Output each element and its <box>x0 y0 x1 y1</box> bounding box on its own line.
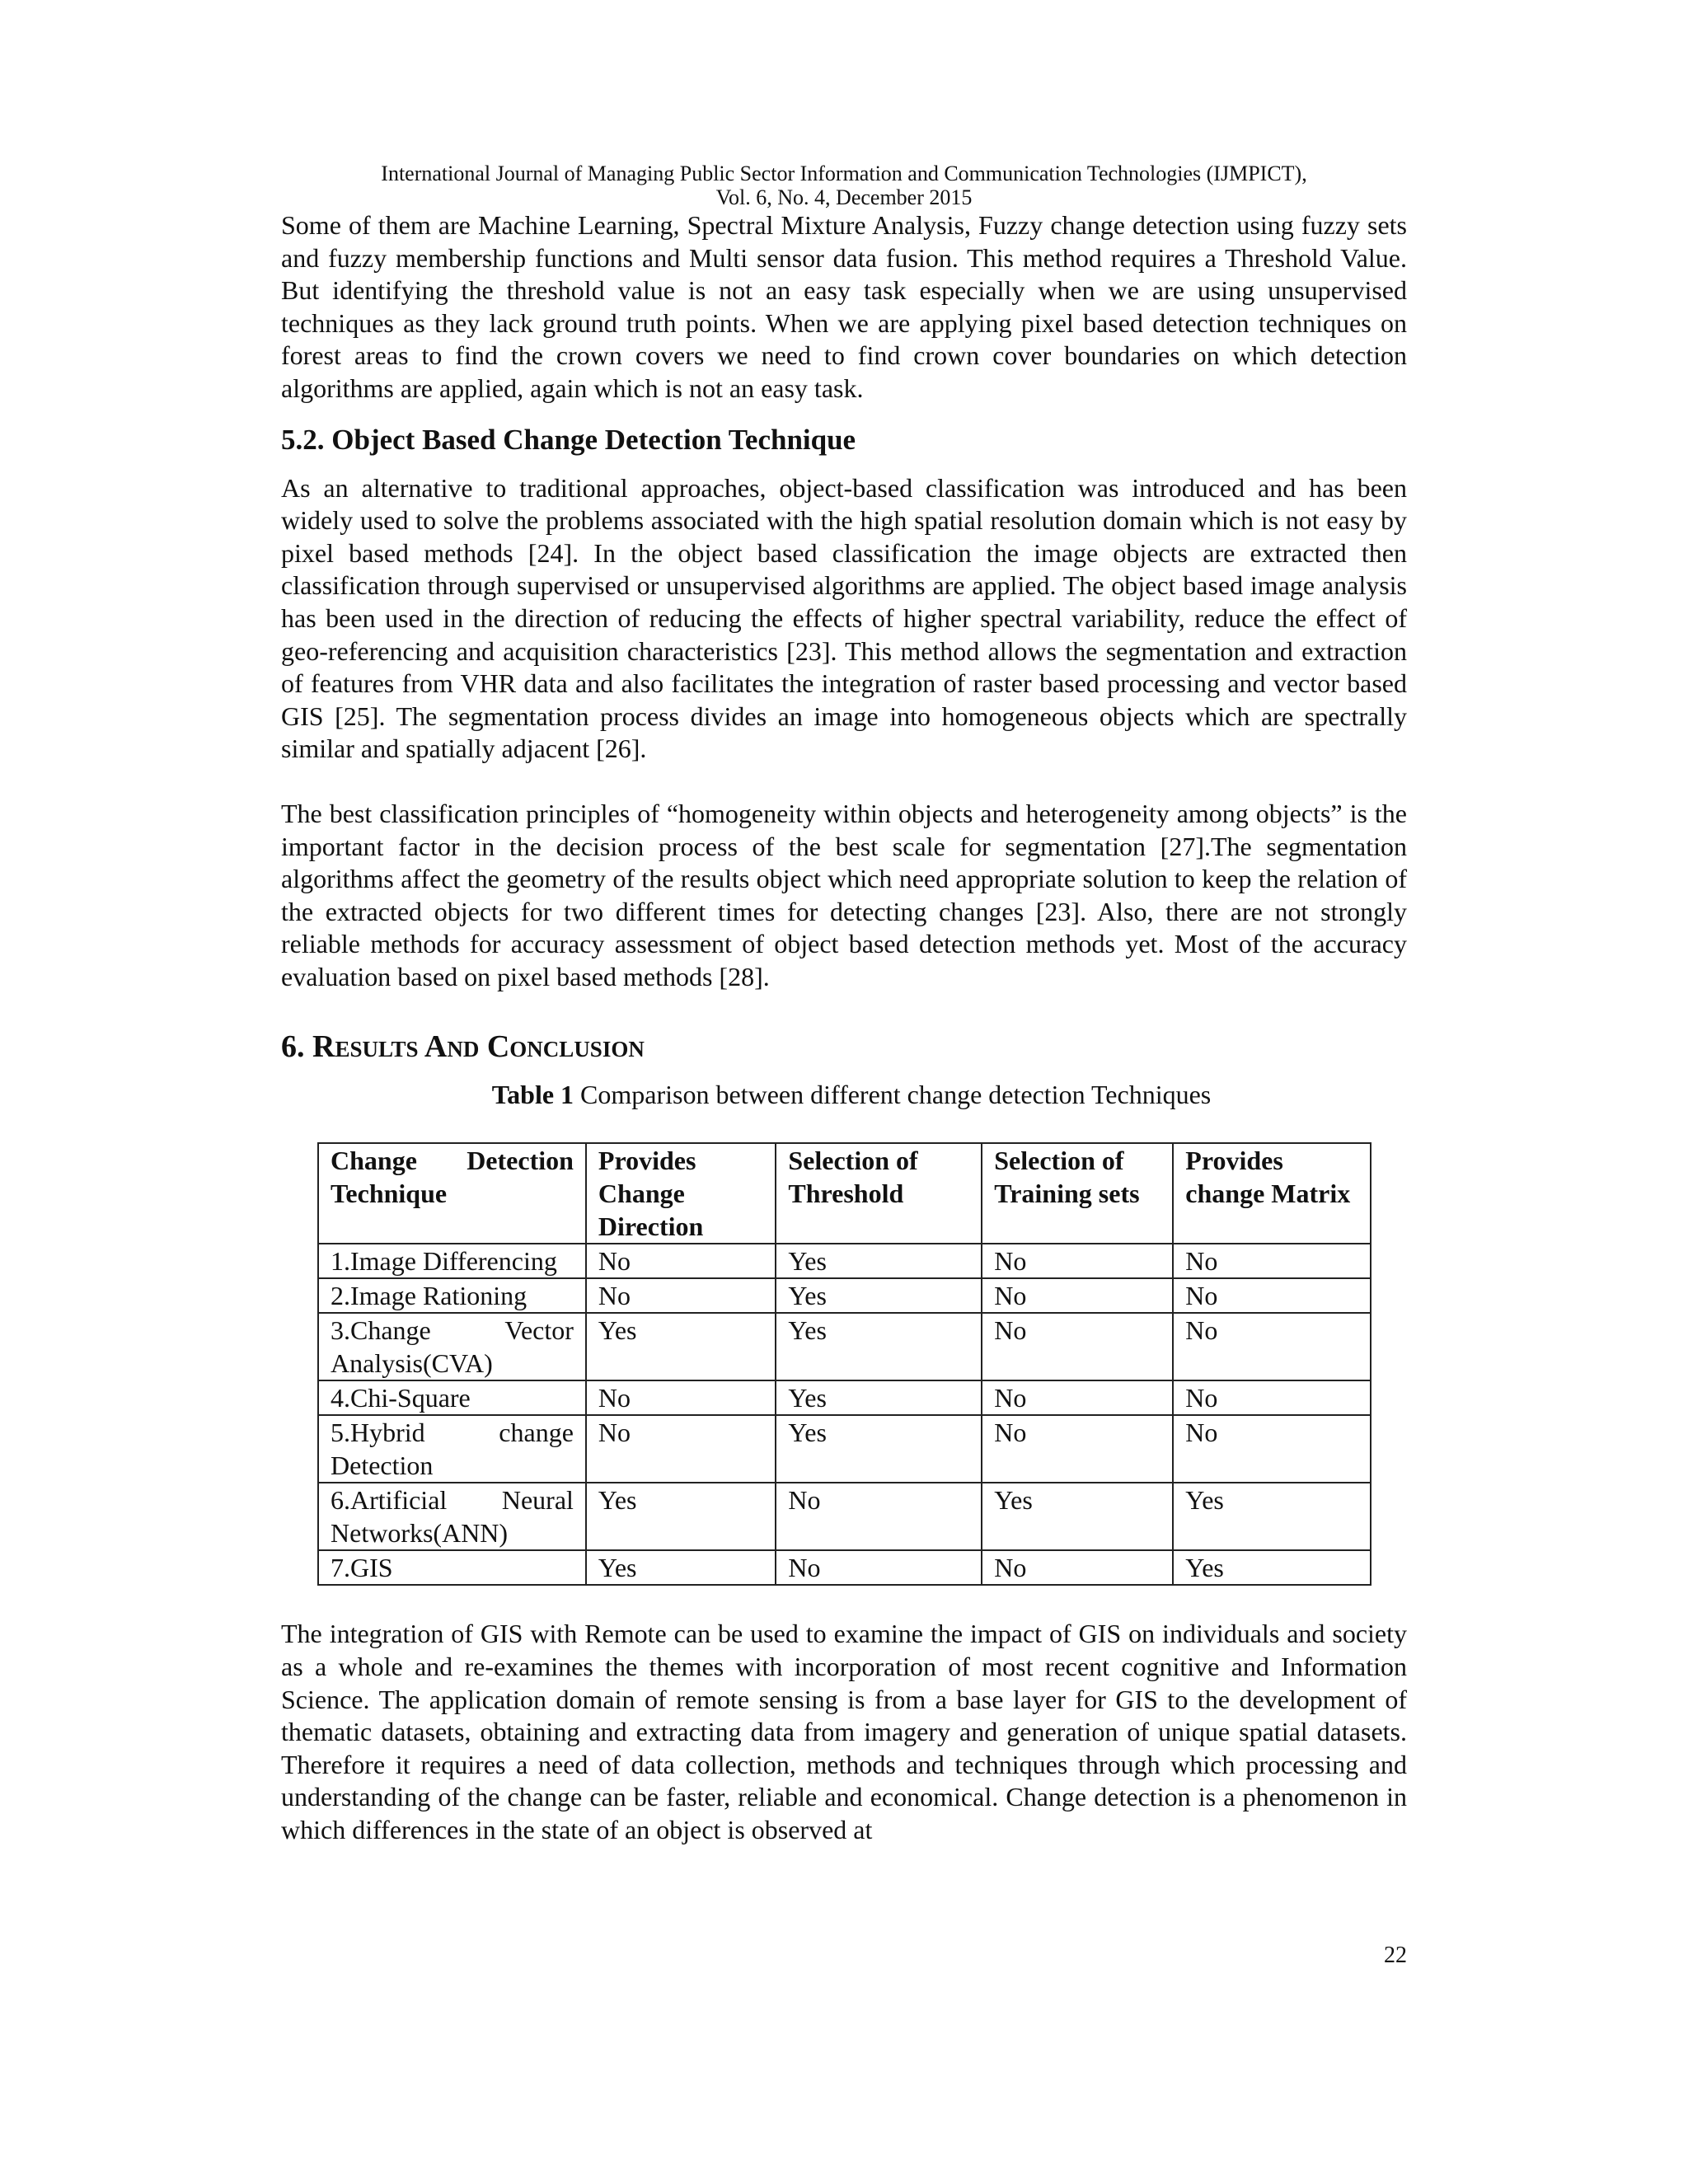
table-cell: No <box>982 1278 1173 1313</box>
table-cell: Yes <box>776 1415 982 1483</box>
table-caption-text: Comparison between different change detection Techniques <box>574 1080 1212 1110</box>
table-cell: No <box>586 1244 776 1278</box>
paragraph-pixel-based-continuation: Some of them are Machine Learning, Spectral Mixture Analysis, Fuzzy change detection using fuzzy sets and fuzzy membership functions and Multi sensor data fusion. This method requires a Threshold Value. But identifying the threshold value is not an easy task especially when we are using unsupervised techniques as they lack ground truth points. When we are applying pixel based detection techniques on forest areas to find the crown covers we need to find crown cover boundaries on which detection algorithms are applied, again which is not an easy task. <box>281 210 1407 403</box>
table-row <box>318 1244 1371 1278</box>
paragraph-gis-integration: The integration of GIS with Remote can be used to examine the impact of GIS on individuals and society as a whole and re-examines the themes with incorporation of most recent cognitive and Information Science. The application domain of remote sensing is from a base layer for GIS to the development of thematic datasets, obtaining and extracting data from imagery and generation of unique spatial datasets. Therefore it requires a need of data collection, methods and techniques through which processing and understanding of the change can be faster, reliable and economical. Change detection is a phenomenon in which differences in the state of an object is observed at <box>281 1619 1407 1845</box>
table-cell: Yes <box>586 1313 776 1380</box>
journal-title: International Journal of Managing Public Sector Information and Communication Technologies (IJMPICT), <box>381 162 1307 185</box>
table-cell: No <box>776 1483 982 1550</box>
table-cell: No <box>982 1244 1173 1278</box>
table-cell: Yes <box>776 1313 982 1380</box>
table-cell: Yes <box>586 1483 776 1550</box>
table-cell: Yes <box>776 1278 982 1313</box>
table-cell: Yes <box>776 1380 982 1415</box>
page-content <box>281 162 1407 1847</box>
table-cell: Yes <box>776 1244 982 1278</box>
table-caption <box>281 1078 1407 1111</box>
table-cell: 4.Chi-Square <box>318 1380 586 1415</box>
table-cell: No <box>982 1415 1173 1483</box>
comparison-table <box>317 1142 1372 1586</box>
table-cell: No <box>1173 1278 1371 1313</box>
table-caption-label: Table 1 <box>491 1080 574 1110</box>
column-header-threshold: Selection of Threshold <box>776 1143 982 1244</box>
section-title: Results And Conclusion <box>312 1029 645 1065</box>
heading-object-based-change-detection: 5.2. Object Based Change Detection Technique <box>281 423 856 456</box>
table-cell: No <box>586 1380 776 1415</box>
table-cell: Yes <box>1173 1483 1371 1550</box>
table-cell: No <box>1173 1313 1371 1380</box>
table-cell: No <box>1173 1415 1371 1483</box>
table-cell: No <box>982 1313 1173 1380</box>
column-header-change-direction: Provides Change Direction <box>586 1143 776 1244</box>
page-number: 22 <box>1384 1943 1407 1968</box>
table-row <box>318 1278 1371 1313</box>
table-row <box>318 1483 1371 1550</box>
column-header-technique: Change Detection Technique <box>318 1143 586 1244</box>
table-cell: 7.GIS <box>318 1550 586 1585</box>
heading-results-and-conclusion <box>281 1027 1407 1066</box>
paragraph-object-based-intro: As an alternative to traditional approaches, object-based classification was introduced and has been widely used to solve the problems associated with the high spatial resolution domain which is not easy by pixel based methods [24]. In the object based classification the image objects are extracted then classification through supervised or unsupervised algorithms are applied. The object based image analysis has been used in the direction of reducing the effects of higher spectral variability, reduce the effect of geo-referencing and acquisition characteristics [23]. This method allows the segmentation and extraction of features from VHR data and also facilitates the integration of raster based processing and vector based GIS [25]. The segmentation process divides an image into homogeneous objects which are spectrally similar and spatially adjacent [26]. <box>281 472 1407 764</box>
table-cell: No <box>982 1380 1173 1415</box>
table-row <box>318 1550 1371 1585</box>
table-header-row <box>318 1143 1371 1244</box>
running-header <box>281 162 1407 209</box>
table-cell: Yes <box>1173 1550 1371 1585</box>
journal-volume: Vol. 6, No. 4, December 2015 <box>715 185 973 209</box>
table-cell: No <box>586 1278 776 1313</box>
table-cell: No <box>1173 1380 1371 1415</box>
table-cell: Yes <box>586 1550 776 1585</box>
table-cell: 5.Hybrid change Detection <box>318 1415 586 1483</box>
column-header-training-sets: Selection of Training sets <box>982 1143 1173 1244</box>
column-header-change-matrix: Provides change Matrix <box>1173 1143 1371 1244</box>
paragraph-classification-principles: The best classification principles of “homogeneity within objects and heterogeneity among objects” is the important factor in the decision process of the best scale for segmentation [27].The segmentation algorithms affect the geometry of the results object which need appropriate solution to keep the relation of the extracted objects for two different times for detecting changes [23]. Also, there are not strongly reliable methods for accuracy assessment of object based detection methods yet. Most of the accuracy evaluation based on pixel based methods [28]. <box>281 798 1407 991</box>
table-row <box>318 1415 1371 1483</box>
table-cell: 1.Image Differencing <box>318 1244 586 1278</box>
table-cell: No <box>982 1550 1173 1585</box>
table-cell: No <box>776 1550 982 1585</box>
table-cell: 2.Image Rationing <box>318 1278 586 1313</box>
table-row <box>318 1380 1371 1415</box>
table-cell: No <box>586 1415 776 1483</box>
table-cell: No <box>1173 1244 1371 1278</box>
table-cell: 6.Artificial Neural Networks(ANN) <box>318 1483 586 1550</box>
table-cell: Yes <box>982 1483 1173 1550</box>
table-cell: 3.Change Vector Analysis(CVA) <box>318 1313 586 1380</box>
table-row <box>318 1313 1371 1380</box>
section-number: 6. <box>281 1029 312 1065</box>
